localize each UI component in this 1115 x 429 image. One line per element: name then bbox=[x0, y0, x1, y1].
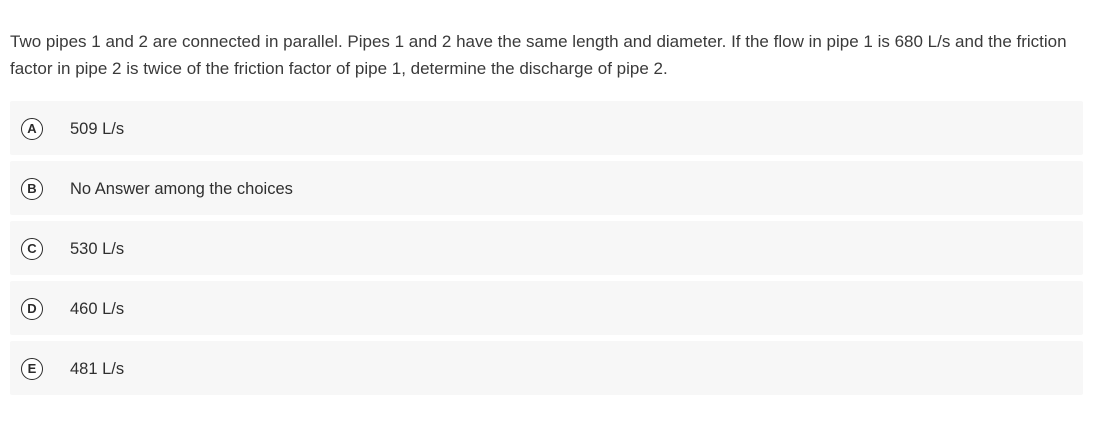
option-b[interactable] bbox=[10, 161, 1083, 215]
option-label: 481 L/s bbox=[70, 360, 125, 378]
option-e[interactable] bbox=[10, 341, 1083, 395]
option-letter-badge: D bbox=[21, 298, 43, 320]
option-letter-badge: B bbox=[21, 178, 43, 200]
option-letter-badge: A bbox=[21, 118, 43, 140]
option-a[interactable] bbox=[10, 101, 1083, 155]
option-label: No Answer among the choices bbox=[70, 180, 293, 198]
option-c[interactable] bbox=[10, 221, 1083, 275]
option-label: 509 L/s bbox=[70, 120, 125, 138]
option-letter-badge: E bbox=[21, 358, 43, 380]
option-letter-badge: C bbox=[21, 238, 43, 260]
question-text: Two pipes 1 and 2 are connected in parallel. Pipes 1 and 2 have the same length and diameter. If the flow in pipe 1 is 680 L/s and the friction factor in pipe 2 is twice of the friction factor of pipe 1, determine the discharge of pipe 2. bbox=[10, 32, 1067, 78]
option-d[interactable] bbox=[10, 281, 1083, 335]
answer-options bbox=[10, 101, 1083, 401]
option-label: 530 L/s bbox=[70, 240, 125, 258]
option-label: 460 L/s bbox=[70, 300, 125, 318]
